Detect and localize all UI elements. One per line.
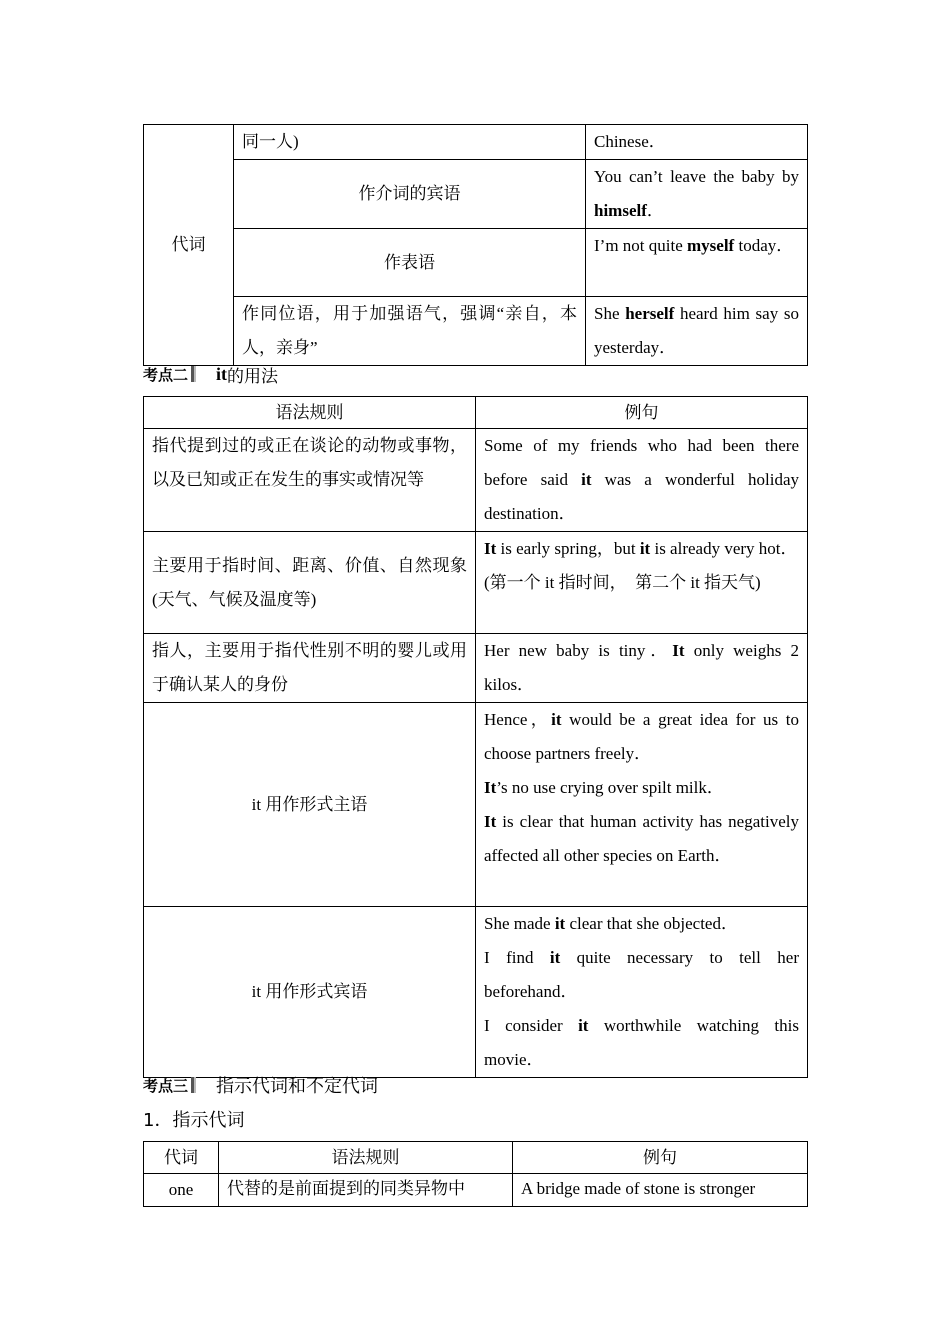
- example-cell: [476, 532, 808, 634]
- rule-cell: 指代提到过的或正在谈论的动物或事物，以及已知或正在发生的事实或情况等: [144, 429, 476, 532]
- rule-cell: 指人，主要用于指代性别不明的婴儿或用于确认某人的身份: [144, 634, 476, 703]
- example-cell: [476, 703, 808, 907]
- example-text: ．: [646, 201, 664, 220]
- section-title-cn: 的用法: [227, 366, 279, 387]
- example-text: Chinese．: [594, 132, 666, 151]
- example-text: was a wonderful holiday destination．: [484, 470, 799, 523]
- example-cell: [586, 229, 808, 297]
- emphasized-word: It: [484, 539, 497, 558]
- example-text: Her new baby is tiny．: [484, 641, 673, 660]
- section-title-en: it: [216, 363, 228, 384]
- example-sentence: [484, 907, 799, 941]
- rule-cell: 同一人): [234, 125, 586, 160]
- example-cell: A bridge made of stone is stronger: [513, 1174, 808, 1207]
- emphasized-word: it: [554, 914, 566, 933]
- header-example: 例句: [513, 1142, 808, 1174]
- example-sentence: [484, 634, 799, 702]
- example-sentence: [484, 1009, 799, 1077]
- example-text: You can’t leave the baby by: [594, 167, 799, 186]
- emphasized-word: myself: [687, 236, 735, 255]
- emphasized-word: it: [639, 539, 651, 558]
- header-pronoun: 代词: [144, 1142, 219, 1174]
- example-sentence: [484, 429, 799, 531]
- example-text: today．: [734, 236, 794, 255]
- emphasized-word: it: [551, 710, 562, 729]
- rule-cell: 作介词的宾语: [234, 160, 586, 229]
- example-text: would be a great idea for us to choose partners freely．: [484, 710, 800, 763]
- category-cell: 代词: [144, 125, 234, 366]
- example-sentence: [484, 703, 799, 771]
- example-text: is already very hot．: [650, 539, 798, 558]
- example-sentence: [484, 805, 799, 873]
- rule-cell: it 用作形式宾语: [144, 907, 476, 1078]
- example-sentence: [484, 941, 799, 1009]
- example-text: is early spring，but: [496, 539, 640, 558]
- example-text: She: [594, 304, 626, 323]
- demonstrative-pronoun-table: [143, 1141, 808, 1207]
- example-sentence: [484, 532, 799, 566]
- rule-cell: it 用作形式主语: [144, 703, 476, 907]
- example-text: I find: [484, 948, 550, 967]
- section-heading-3: [143, 1072, 378, 1098]
- tag-bar-icon: [191, 366, 196, 382]
- rule-cell: 代替的是前面提到的同类异物中: [219, 1174, 513, 1207]
- example-text: is clear that human activity has negatively affected all other species on Earth．: [484, 812, 799, 865]
- example-text: I consider: [484, 1016, 579, 1035]
- emphasized-word: himself: [594, 201, 647, 220]
- example-text: (第一个 it 指时间， 第二个 it 指天气): [484, 573, 761, 592]
- example-text: heard him say so yesterday．: [594, 304, 799, 357]
- rule-cell: 主要用于指时间、距离、价值、自然现象(天气、气候及温度等): [144, 532, 476, 634]
- pronoun-cell: one: [144, 1174, 219, 1207]
- it-usage-table: [143, 396, 808, 1078]
- example-cell: [586, 125, 808, 160]
- section-tag: 考点二: [143, 366, 189, 384]
- section-heading-2: [143, 361, 278, 387]
- example-text: I’m not quite: [594, 236, 688, 255]
- example-text: Hence，: [484, 710, 552, 729]
- tag-bar-icon: [191, 1077, 196, 1093]
- reflexive-pronoun-table: [143, 124, 808, 366]
- subsection-title: 1．指示代词: [143, 1110, 245, 1131]
- emphasized-word: It: [672, 641, 685, 660]
- example-sentence: [484, 771, 799, 805]
- emphasized-word: It: [484, 812, 497, 831]
- rule-cell: 作表语: [234, 229, 586, 297]
- example-text: ’s no use crying over spilt milk．: [496, 778, 724, 797]
- example-cell: [586, 297, 808, 366]
- rule-cell: 作同位语，用于加强语气，强调“亲自，本人，亲身”: [234, 297, 586, 366]
- header-rule: 语法规则: [219, 1142, 513, 1174]
- example-text: She made: [484, 914, 555, 933]
- emphasized-word: it: [581, 470, 592, 489]
- emphasized-word: it: [578, 1016, 589, 1035]
- example-cell: [476, 429, 808, 532]
- example-cell: [586, 160, 808, 229]
- header-example: 例句: [476, 397, 808, 429]
- header-rule: 语法规则: [144, 397, 476, 429]
- emphasized-word: herself: [625, 304, 675, 323]
- emphasized-word: It: [484, 778, 497, 797]
- example-sentence: [484, 566, 799, 600]
- example-text: only weighs 2 kilos．: [484, 641, 799, 694]
- example-text: clear that she objected．: [565, 914, 738, 933]
- example-text: Some of my friends who had been there before said: [484, 436, 799, 489]
- example-text: worthwhile watching this movie．: [484, 1016, 799, 1069]
- section-tag: 考点三: [143, 1077, 189, 1095]
- emphasized-word: it: [549, 948, 561, 967]
- example-cell: [476, 634, 808, 703]
- section-title-cn: 指示代词和不定代词: [216, 1076, 379, 1097]
- example-text: quite necessary to tell her beforehand．: [484, 948, 799, 1001]
- example-cell: [476, 907, 808, 1078]
